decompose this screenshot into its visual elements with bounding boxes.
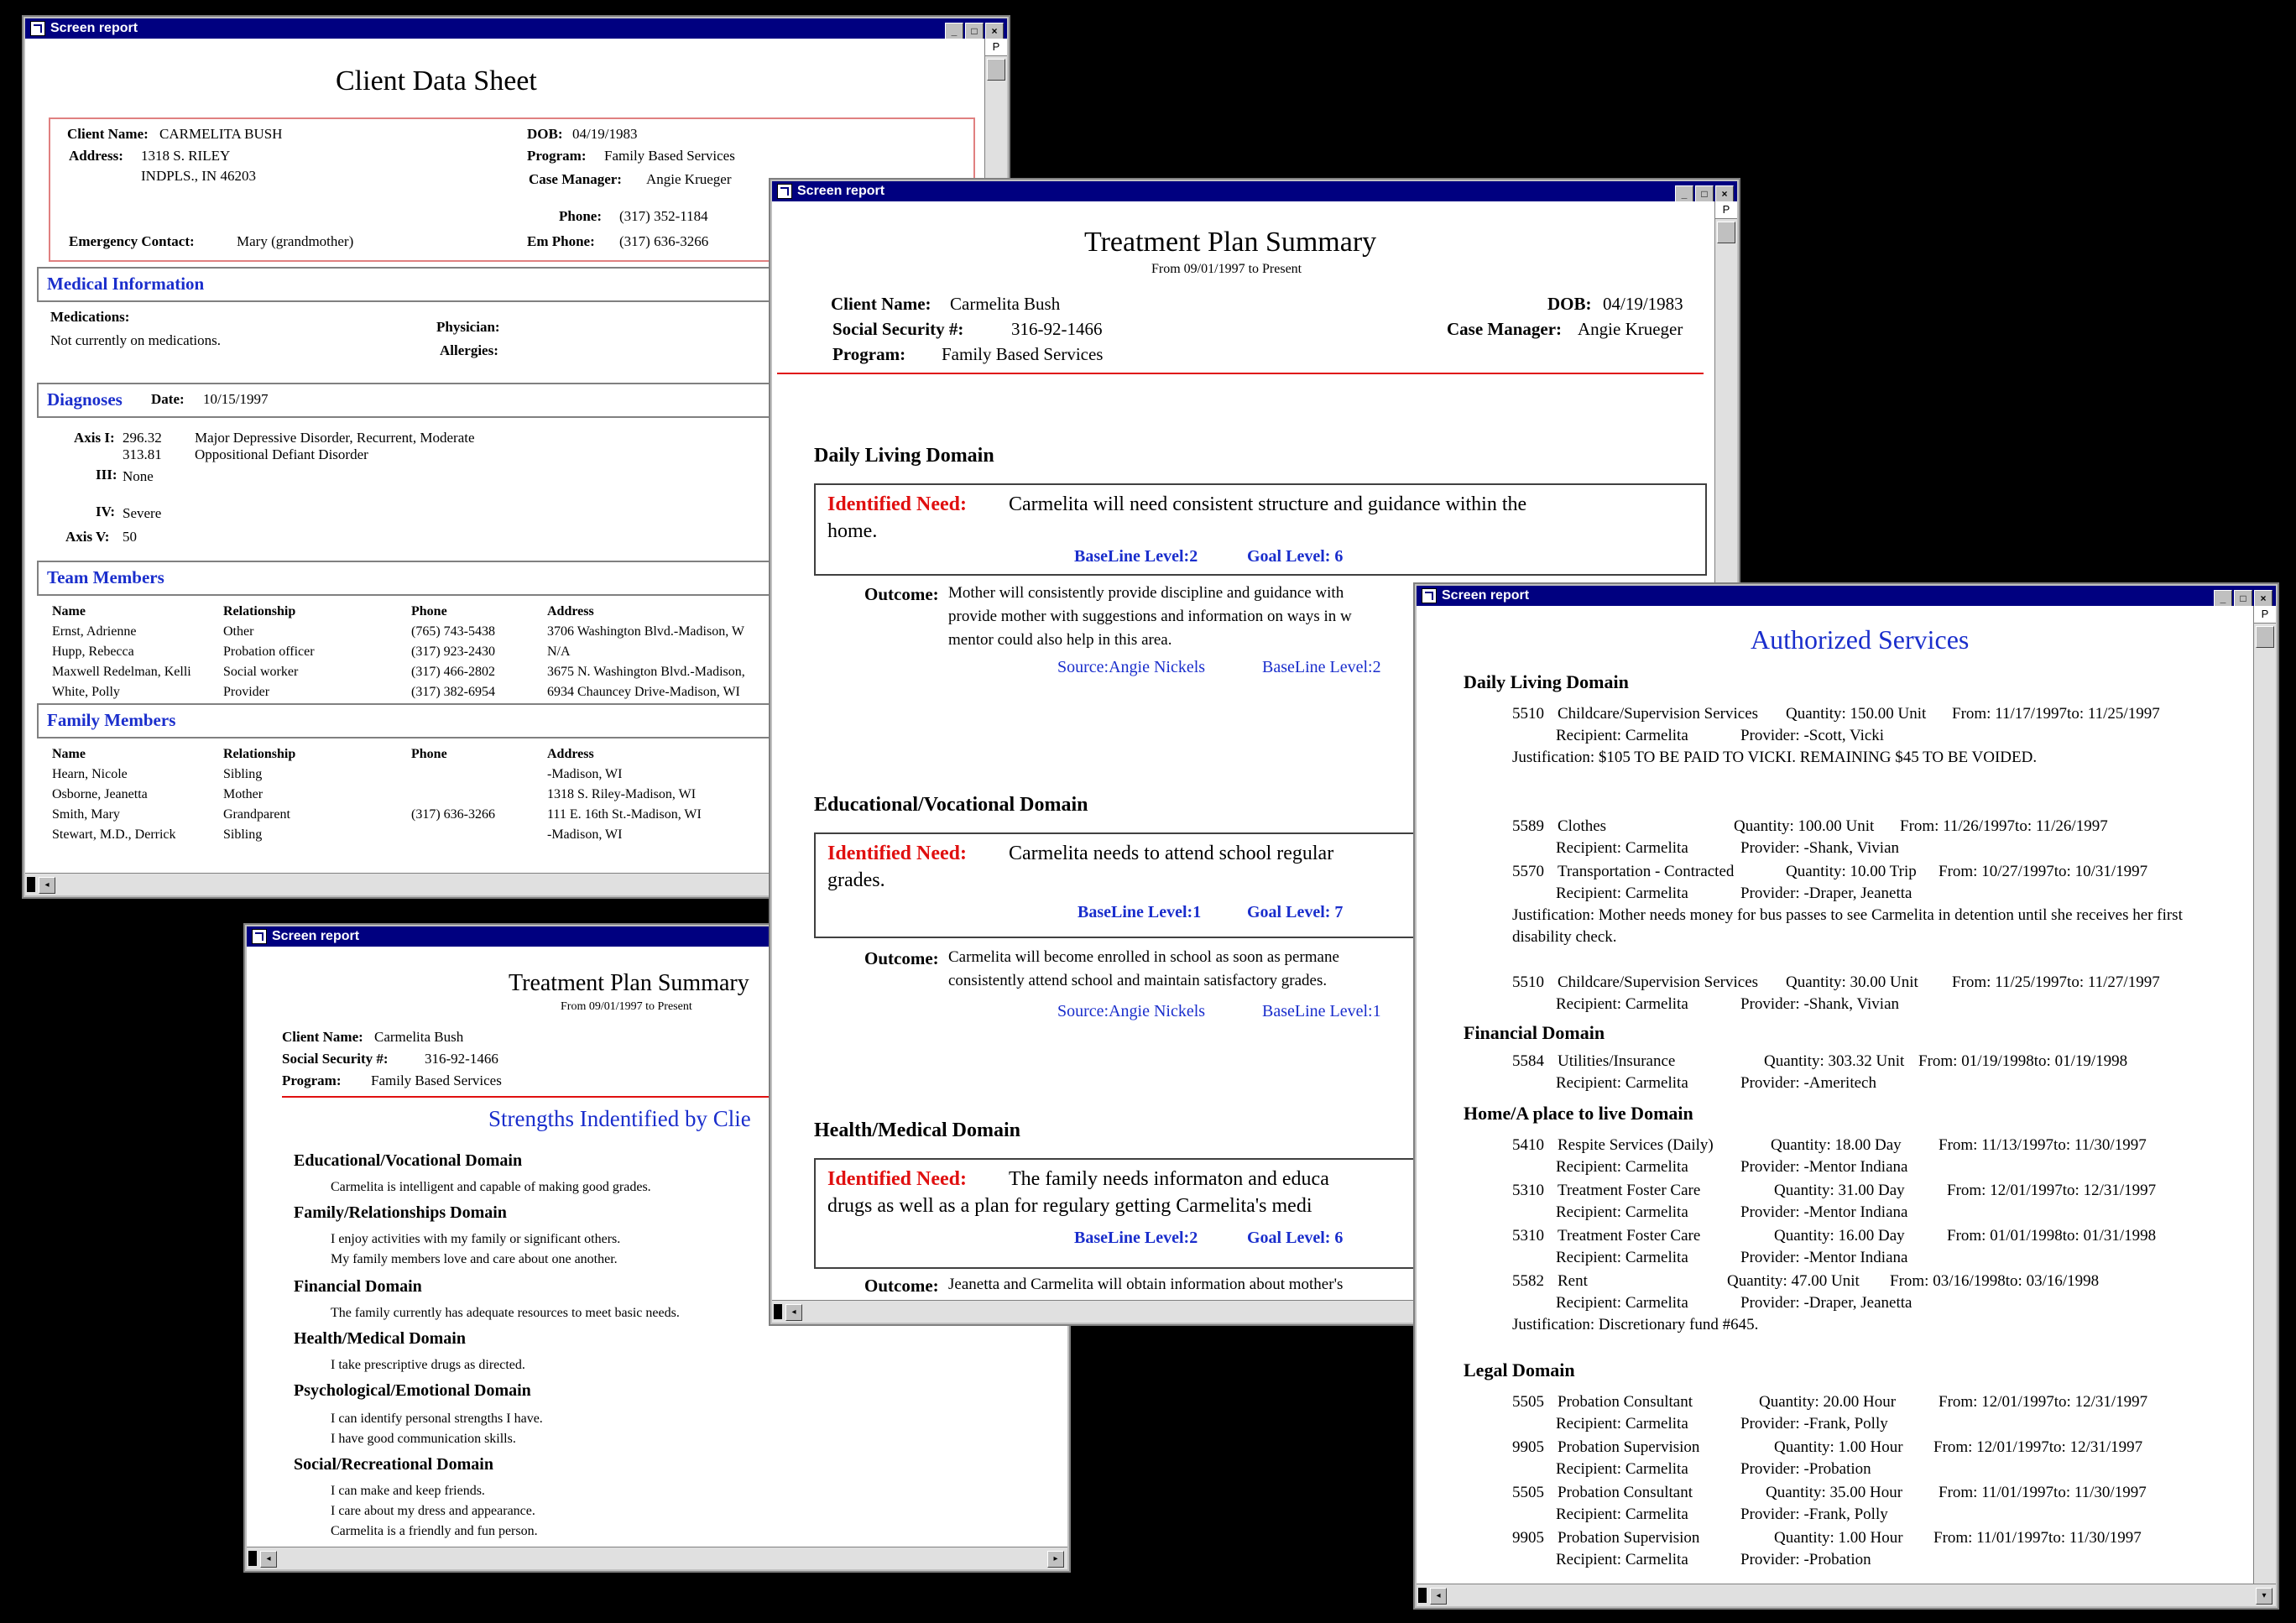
- strength-domain-name: Health/Medical Domain: [294, 1329, 466, 1348]
- close-button[interactable]: ×: [1715, 185, 1734, 202]
- domain-heading: Daily Living Domain: [814, 445, 994, 467]
- physician-label: Physician:: [436, 319, 500, 335]
- service-provider: Provider: -Draper, Jeanetta: [1740, 885, 1912, 902]
- need-text-line1: The family needs informaton and educa: [1009, 1168, 1329, 1190]
- family-name: Smith, Mary: [52, 807, 120, 822]
- team-relationship: Other: [223, 624, 254, 639]
- axis1-code2: 313.81: [123, 446, 162, 462]
- section-heading: Family Members: [47, 710, 176, 730]
- scroll-thumb[interactable]: [987, 59, 1005, 81]
- service-provider: Provider: -Shank, Vivian: [1740, 995, 1900, 1013]
- scroll-right-button[interactable]: ▸: [1047, 1551, 1064, 1568]
- service-recipient: Recipient: Carmelita: [1556, 1249, 1688, 1266]
- service-name: Utilities/Insurance: [1558, 1052, 1676, 1070]
- family-address: 111 E. 16th St.-Madison, WI: [547, 807, 702, 822]
- strength-domain-name: Psychological/Emotional Domain: [294, 1381, 531, 1400]
- program-label: Program:: [527, 148, 587, 164]
- service-dates: From: 01/01/1998to: 01/31/1998: [1947, 1227, 2157, 1245]
- axis1-label: Axis I:: [74, 430, 115, 446]
- minimize-button[interactable]: _: [1675, 185, 1693, 202]
- phone-value: (317) 352-1184: [619, 208, 708, 224]
- service-justification-continued: disability check.: [1512, 928, 1617, 946]
- service-code: 5505: [1512, 1484, 1544, 1501]
- report-title: Client Data Sheet: [336, 65, 537, 97]
- team-phone: (317) 382-6954: [411, 685, 495, 699]
- service-name: Clothes: [1558, 817, 1607, 835]
- service-provider: Provider: -Ameritech: [1740, 1074, 1876, 1092]
- vertical-scrollbar[interactable]: [2253, 606, 2276, 1584]
- service-name: Probation Supervision: [1558, 1529, 1700, 1547]
- baseline-level: BaseLine Level:1: [1078, 903, 1202, 921]
- need-text-line1: Carmelita will need consistent structure and guidance within the: [1009, 493, 1527, 515]
- team-phone: (317) 923-2430: [411, 645, 495, 659]
- service-justification: Justification: Discretionary fund #645.: [1512, 1316, 1759, 1333]
- service-name: Probation Consultant: [1558, 1393, 1693, 1411]
- ssn-label: Social Security #:: [832, 319, 964, 339]
- address-line1: 1318 S. RILEY: [141, 148, 231, 164]
- service-name: Probation Supervision: [1558, 1438, 1700, 1456]
- service-quantity: Quantity: 35.00 Hour: [1766, 1484, 1903, 1501]
- family-address: -Madison, WI: [547, 767, 623, 781]
- window-menu-icon[interactable]: [1422, 588, 1437, 603]
- domain-heading: Educational/Vocational Domain: [814, 794, 1088, 816]
- service-quantity: Quantity: 303.32 Unit: [1764, 1052, 1905, 1070]
- service-provider: Provider: -Shank, Vivian: [1740, 839, 1900, 857]
- domain-heading: Financial Domain: [1464, 1022, 1605, 1043]
- family-col-relationship: Relationship: [223, 747, 296, 761]
- outcome-line2: provide mother with suggestions and information on ways in w: [948, 608, 1352, 625]
- service-name: Transportation - Contracted: [1558, 863, 1735, 880]
- service-code: 5570: [1512, 863, 1544, 880]
- client-name-value: Carmelita Bush: [374, 1029, 464, 1045]
- service-code: 5505: [1512, 1393, 1544, 1411]
- team-relationship: Provider: [223, 685, 270, 699]
- maximize-button[interactable]: □: [965, 23, 984, 39]
- scroll-marker: [1418, 1588, 1427, 1603]
- client-name-value: CARMELITA BUSH: [159, 126, 283, 142]
- horizontal-scrollbar[interactable]: [1417, 1584, 2276, 1606]
- diagnosis-date: 10/15/1997: [203, 391, 269, 407]
- medications-label: Medications:: [50, 309, 130, 325]
- service-provider: Provider: -Mentor Indiana: [1740, 1249, 1908, 1266]
- baseline-level: BaseLine Level:2: [1074, 547, 1198, 566]
- service-provider: Provider: -Probation: [1740, 1551, 1871, 1568]
- team-col-phone: Phone: [411, 604, 447, 618]
- service-quantity: Quantity: 1.00 Hour: [1774, 1529, 1903, 1547]
- ssn-value: 316-92-1466: [1011, 319, 1103, 339]
- scroll-left-button[interactable]: ◂: [260, 1551, 277, 1568]
- report-content: [1417, 606, 2252, 1584]
- scroll-left-button[interactable]: ◂: [39, 877, 55, 894]
- service-quantity: Quantity: 20.00 Hour: [1759, 1393, 1897, 1411]
- scroll-marker: [248, 1551, 257, 1566]
- family-address: -Madison, WI: [547, 827, 623, 842]
- close-button[interactable]: ×: [2254, 590, 2273, 607]
- service-quantity: Quantity: 31.00 Day: [1774, 1182, 1905, 1199]
- team-relationship: Social worker: [223, 665, 299, 679]
- service-recipient: Recipient: Carmelita: [1556, 995, 1688, 1013]
- strength-item: I have good communication skills.: [331, 1432, 516, 1446]
- service-recipient: Recipient: Carmelita: [1556, 839, 1688, 857]
- outcome-source: Source:Angie Nickels: [1057, 658, 1206, 676]
- strength-item: I enjoy activities with my family or significant others.: [331, 1232, 621, 1246]
- identified-need-label: Identified Need:: [827, 843, 967, 864]
- service-recipient: Recipient: Carmelita: [1556, 1074, 1688, 1092]
- service-dates: From: 12/01/1997to: 12/31/1997: [1947, 1182, 2157, 1199]
- domain-heading: Health/Medical Domain: [814, 1119, 1020, 1141]
- need-text-line2: home.: [827, 520, 878, 542]
- service-dates: From: 11/01/1997to: 11/30/1997: [1933, 1529, 2142, 1547]
- service-quantity: Quantity: 47.00 Unit: [1727, 1272, 1860, 1290]
- team-relationship: Probation officer: [223, 645, 315, 659]
- ssn-value: 316-92-1466: [425, 1051, 498, 1067]
- header-divider: [777, 373, 1704, 374]
- case-manager-label: Case Manager:: [1447, 319, 1563, 339]
- service-dates: From: 12/01/1997to: 12/31/1997: [1933, 1438, 2143, 1456]
- service-name: Treatment Foster Care: [1558, 1182, 1701, 1199]
- title-bar[interactable]: [772, 181, 1737, 201]
- scroll-p-button[interactable]: P: [1715, 201, 1737, 219]
- service-quantity: Quantity: 150.00 Unit: [1786, 705, 1927, 723]
- strength-item: I take prescriptive drugs as directed.: [331, 1358, 525, 1372]
- strength-domain-name: Social/Recreational Domain: [294, 1455, 493, 1474]
- team-address: 6934 Chauncey Drive-Madison, WI: [547, 685, 740, 699]
- program-value: Family Based Services: [604, 148, 735, 164]
- service-recipient: Recipient: Carmelita: [1556, 727, 1688, 744]
- identified-need-label: Identified Need:: [827, 1168, 967, 1190]
- report-title: Authorized Services: [1751, 624, 1970, 655]
- baseline-level: BaseLine Level:2: [1074, 1229, 1198, 1247]
- service-name: Rent: [1558, 1272, 1588, 1290]
- em-phone-value: (317) 636-3266: [619, 233, 709, 249]
- service-quantity: Quantity: 100.00 Unit: [1734, 817, 1875, 835]
- family-relationship: Sibling: [223, 827, 263, 842]
- report-title: Treatment Plan Summary: [509, 970, 749, 996]
- need-text-line1: Carmelita needs to attend school regular: [1009, 843, 1334, 864]
- service-code: 5510: [1512, 705, 1544, 723]
- strength-item: My family members love and care about one another.: [331, 1252, 618, 1266]
- team-address: 3675 N. Washington Blvd.-Madison,: [547, 665, 745, 679]
- report-subtitle: From 09/01/1997 to Present: [1151, 262, 1302, 276]
- client-name-label: Client Name:: [282, 1029, 363, 1045]
- outcome-line2: consistently attend school and maintain satisfactory grades.: [948, 972, 1328, 989]
- service-code: 5510: [1512, 973, 1544, 991]
- service-provider: Provider: -Frank, Polly: [1740, 1506, 1888, 1523]
- phone-label: Phone:: [559, 208, 602, 224]
- team-name: Maxwell Redelman, Kelli: [52, 665, 191, 679]
- dob-label: DOB:: [527, 126, 563, 142]
- program-label: Program:: [832, 344, 906, 364]
- section-heading: Medical Information: [47, 274, 205, 294]
- family-col-address: Address: [547, 747, 594, 761]
- family-name: Osborne, Jeanetta: [52, 787, 148, 801]
- service-dates: From: 11/26/1997to: 11/26/1997: [1900, 817, 2108, 835]
- axis5-value: 50: [123, 529, 137, 545]
- service-recipient: Recipient: Carmelita: [1556, 885, 1688, 902]
- service-recipient: Recipient: Carmelita: [1556, 1415, 1688, 1433]
- family-phone: (317) 636-3266: [411, 807, 495, 822]
- address-label: Address:: [69, 148, 123, 164]
- service-dates: From: 11/25/1997to: 11/27/1997: [1952, 973, 2160, 991]
- axis1-desc1: Major Depressive Disorder, Recurrent, Moderate: [195, 430, 475, 446]
- service-code: 5589: [1512, 817, 1544, 835]
- minimize-button[interactable]: _: [945, 23, 963, 39]
- scroll-marker: [774, 1304, 782, 1319]
- outcome-line1: Mother will consistently provide discipline and guidance with: [948, 584, 1344, 602]
- client-name-label: Client Name:: [831, 294, 931, 314]
- team-col-address: Address: [547, 604, 594, 618]
- team-phone: (765) 743-5438: [411, 624, 495, 639]
- outcome-line3: mentor could also help in this area.: [948, 631, 1172, 649]
- window-menu-icon[interactable]: [30, 21, 45, 36]
- maximize-button[interactable]: □: [2234, 590, 2252, 607]
- service-quantity: Quantity: 18.00 Day: [1771, 1136, 1902, 1154]
- team-name: White, Polly: [52, 685, 120, 699]
- window-title: Screen report: [1442, 588, 1530, 603]
- strength-item: Carmelita is intelligent and capable of making good grades.: [331, 1180, 651, 1194]
- case-manager-value: Angie Krueger: [646, 171, 732, 187]
- window-menu-icon[interactable]: [252, 929, 267, 944]
- service-recipient: Recipient: Carmelita: [1556, 1460, 1688, 1478]
- strength-item: I care about my dress and appearance.: [331, 1504, 535, 1518]
- strength-domain-name: Financial Domain: [294, 1277, 422, 1296]
- service-dates: From: 10/27/1997to: 10/31/1997: [1939, 863, 2148, 880]
- service-quantity: Quantity: 16.00 Day: [1774, 1227, 1905, 1245]
- team-address: N/A: [547, 645, 571, 659]
- service-provider: Provider: -Mentor Indiana: [1740, 1203, 1908, 1221]
- scroll-down-button[interactable]: ▾: [2256, 1588, 2273, 1605]
- goal-level: Goal Level: 6: [1247, 1229, 1344, 1247]
- program-value: Family Based Services: [371, 1072, 502, 1088]
- service-justification: Justification: Mother needs money for bus passes to see Carmelita in detention until she receives her first: [1512, 906, 2183, 924]
- title-bar[interactable]: [1417, 586, 2276, 606]
- axis3-value: None: [123, 468, 154, 484]
- strengths-heading: Strengths Indentified by Clie: [488, 1106, 751, 1131]
- section-heading: Team Members: [47, 567, 164, 587]
- team-name: Ernst, Adrienne: [52, 624, 137, 639]
- case-manager-value: Angie Krueger: [1578, 319, 1683, 339]
- family-name: Stewart, M.D., Derrick: [52, 827, 176, 842]
- service-code: 5410: [1512, 1136, 1544, 1154]
- horizontal-scrollbar[interactable]: [247, 1547, 1067, 1569]
- service-dates: From: 01/19/1998to: 01/19/1998: [1918, 1052, 2128, 1070]
- family-relationship: Mother: [223, 787, 264, 801]
- service-quantity: Quantity: 1.00 Hour: [1774, 1438, 1903, 1456]
- service-name: Childcare/Supervision Services: [1558, 705, 1759, 723]
- scroll-left-button[interactable]: ◂: [1430, 1588, 1447, 1605]
- team-address: 3706 Washington Blvd.-Madison, W: [547, 624, 745, 639]
- goal-level: Goal Level: 7: [1247, 903, 1344, 921]
- service-name: Childcare/Supervision Services: [1558, 973, 1759, 991]
- dob-value: 04/19/1983: [1603, 294, 1683, 314]
- allergies-label: Allergies:: [440, 342, 498, 358]
- goal-level: Goal Level: 6: [1247, 547, 1344, 566]
- service-provider: Provider: -Scott, Vicki: [1740, 727, 1885, 744]
- outcome-label: Outcome:: [864, 948, 939, 968]
- family-name: Hearn, Nicole: [52, 767, 128, 781]
- axis1-desc2: Oppositional Defiant Disorder: [195, 446, 368, 462]
- axis5-label: Axis V:: [65, 529, 110, 545]
- domain-heading: Home/A place to live Domain: [1464, 1103, 1693, 1124]
- dob-value: 04/19/1983: [572, 126, 638, 142]
- outcome-baseline: BaseLine Level:2: [1262, 658, 1381, 676]
- case-manager-label: Case Manager:: [529, 171, 622, 187]
- scroll-p-button[interactable]: P: [985, 39, 1007, 56]
- service-dates: From: 11/01/1997to: 11/30/1997: [1939, 1484, 2147, 1501]
- outcome-line1: Jeanetta and Carmelita will obtain information about mother's: [948, 1276, 1344, 1293]
- emergency-contact-label: Emergency Contact:: [69, 233, 195, 249]
- dob-label: DOB:: [1547, 294, 1592, 314]
- window-title: Screen report: [50, 21, 138, 35]
- window-title: Screen report: [797, 184, 885, 198]
- axis4-label: IV:: [96, 504, 115, 519]
- service-code: 5310: [1512, 1227, 1544, 1245]
- service-recipient: Recipient: Carmelita: [1556, 1158, 1688, 1176]
- service-code: 9905: [1512, 1438, 1544, 1456]
- authorized-services-window: [1415, 584, 2278, 1608]
- service-dates: From: 11/13/1997to: 11/30/1997: [1939, 1136, 2147, 1154]
- service-code: 9905: [1512, 1529, 1544, 1547]
- team-col-relationship: Relationship: [223, 604, 296, 618]
- program-value: Family Based Services: [942, 344, 1104, 364]
- scroll-p-button[interactable]: P: [2254, 606, 2276, 624]
- team-col-name: Name: [52, 604, 86, 618]
- team-name: Hupp, Rebecca: [52, 645, 134, 659]
- strength-item: I can make and keep friends.: [331, 1484, 485, 1498]
- service-recipient: Recipient: Carmelita: [1556, 1294, 1688, 1312]
- service-recipient: Recipient: Carmelita: [1556, 1551, 1688, 1568]
- scroll-marker: [27, 877, 35, 892]
- outcome-label: Outcome:: [864, 1276, 939, 1296]
- service-recipient: Recipient: Carmelita: [1556, 1506, 1688, 1523]
- client-name-value: Carmelita Bush: [950, 294, 1061, 314]
- family-col-name: Name: [52, 747, 86, 761]
- address-line2: INDPLS., IN 46203: [141, 168, 256, 184]
- report-title: Treatment Plan Summary: [1084, 227, 1377, 258]
- outcome-baseline: BaseLine Level:1: [1262, 1002, 1381, 1020]
- program-label: Program:: [282, 1072, 342, 1088]
- family-address: 1318 S. Riley-Madison, WI: [547, 787, 697, 801]
- client-name-label: Client Name:: [67, 126, 149, 142]
- service-quantity: Quantity: 10.00 Trip: [1786, 863, 1917, 880]
- strength-item: The family currently has adequate resources to meet basic needs.: [331, 1306, 680, 1320]
- family-col-phone: Phone: [411, 747, 447, 761]
- axis1-code1: 296.32: [123, 430, 162, 446]
- family-relationship: Sibling: [223, 767, 263, 781]
- medications-value: Not currently on medications.: [50, 332, 222, 348]
- identified-need-label: Identified Need:: [827, 493, 967, 515]
- service-dates: From: 12/01/1997to: 12/31/1997: [1939, 1393, 2148, 1411]
- window-menu-icon[interactable]: [777, 184, 792, 199]
- team-phone: (317) 466-2802: [411, 665, 495, 679]
- family-relationship: Grandparent: [223, 807, 290, 822]
- title-bar[interactable]: [25, 18, 1007, 39]
- service-quantity: Quantity: 30.00 Unit: [1786, 973, 1918, 991]
- domain-heading: Legal Domain: [1464, 1359, 1575, 1380]
- outcome-label: Outcome:: [864, 584, 939, 604]
- minimize-button[interactable]: _: [2214, 590, 2232, 607]
- domain-heading: Daily Living Domain: [1464, 671, 1629, 692]
- strength-item: I can identify personal strengths I have.: [331, 1412, 543, 1426]
- axis4-value: Severe: [123, 505, 162, 521]
- outcome-source: Source:Angie Nickels: [1057, 1002, 1206, 1020]
- service-name: Probation Consultant: [1558, 1484, 1693, 1501]
- strength-domain-name: Family/Relationships Domain: [294, 1203, 507, 1222]
- service-justification: Justification: $105 TO BE PAID TO VICKI. REMAINING $45 TO BE VOIDED.: [1512, 749, 2038, 766]
- service-code: 5582: [1512, 1272, 1544, 1290]
- service-provider: Provider: -Probation: [1740, 1460, 1871, 1478]
- service-name: Respite Services (Daily): [1558, 1136, 1714, 1154]
- scroll-left-button[interactable]: ◂: [785, 1304, 802, 1321]
- maximize-button[interactable]: □: [1695, 185, 1714, 202]
- section-heading: Diagnoses: [47, 389, 123, 410]
- service-code: 5584: [1512, 1052, 1544, 1070]
- report-subtitle: From 09/01/1997 to Present: [561, 1000, 692, 1013]
- emergency-contact-value: Mary (grandmother): [237, 233, 354, 249]
- service-provider: Provider: -Mentor Indiana: [1740, 1158, 1908, 1176]
- window-title: Screen report: [272, 929, 360, 943]
- service-recipient: Recipient: Carmelita: [1556, 1203, 1688, 1221]
- close-button[interactable]: ×: [985, 23, 1004, 39]
- scroll-thumb[interactable]: [1717, 222, 1735, 243]
- diagnosis-date-label: Date:: [151, 391, 185, 407]
- strength-domain-name: Educational/Vocational Domain: [294, 1151, 523, 1170]
- outcome-line1: Carmelita will become enrolled in school as soon as permane: [948, 948, 1339, 966]
- scroll-thumb[interactable]: [2256, 626, 2274, 648]
- need-text-line2: drugs as well as a plan for regulary getting Carmelita's medi: [827, 1195, 1312, 1217]
- need-text-line2: grades.: [827, 869, 885, 891]
- service-name: Treatment Foster Care: [1558, 1227, 1701, 1245]
- service-provider: Provider: -Draper, Jeanetta: [1740, 1294, 1912, 1312]
- ssn-label: Social Security #:: [282, 1051, 389, 1067]
- service-code: 5310: [1512, 1182, 1544, 1199]
- axis3-label: III:: [96, 467, 117, 483]
- service-dates: From: 03/16/1998to: 03/16/1998: [1890, 1272, 2100, 1290]
- service-provider: Provider: -Frank, Polly: [1740, 1415, 1888, 1433]
- strength-item: Carmelita is a friendly and fun person.: [331, 1524, 538, 1538]
- em-phone-label: Em Phone:: [527, 233, 595, 249]
- service-dates: From: 11/17/1997to: 11/25/1997: [1952, 705, 2160, 723]
